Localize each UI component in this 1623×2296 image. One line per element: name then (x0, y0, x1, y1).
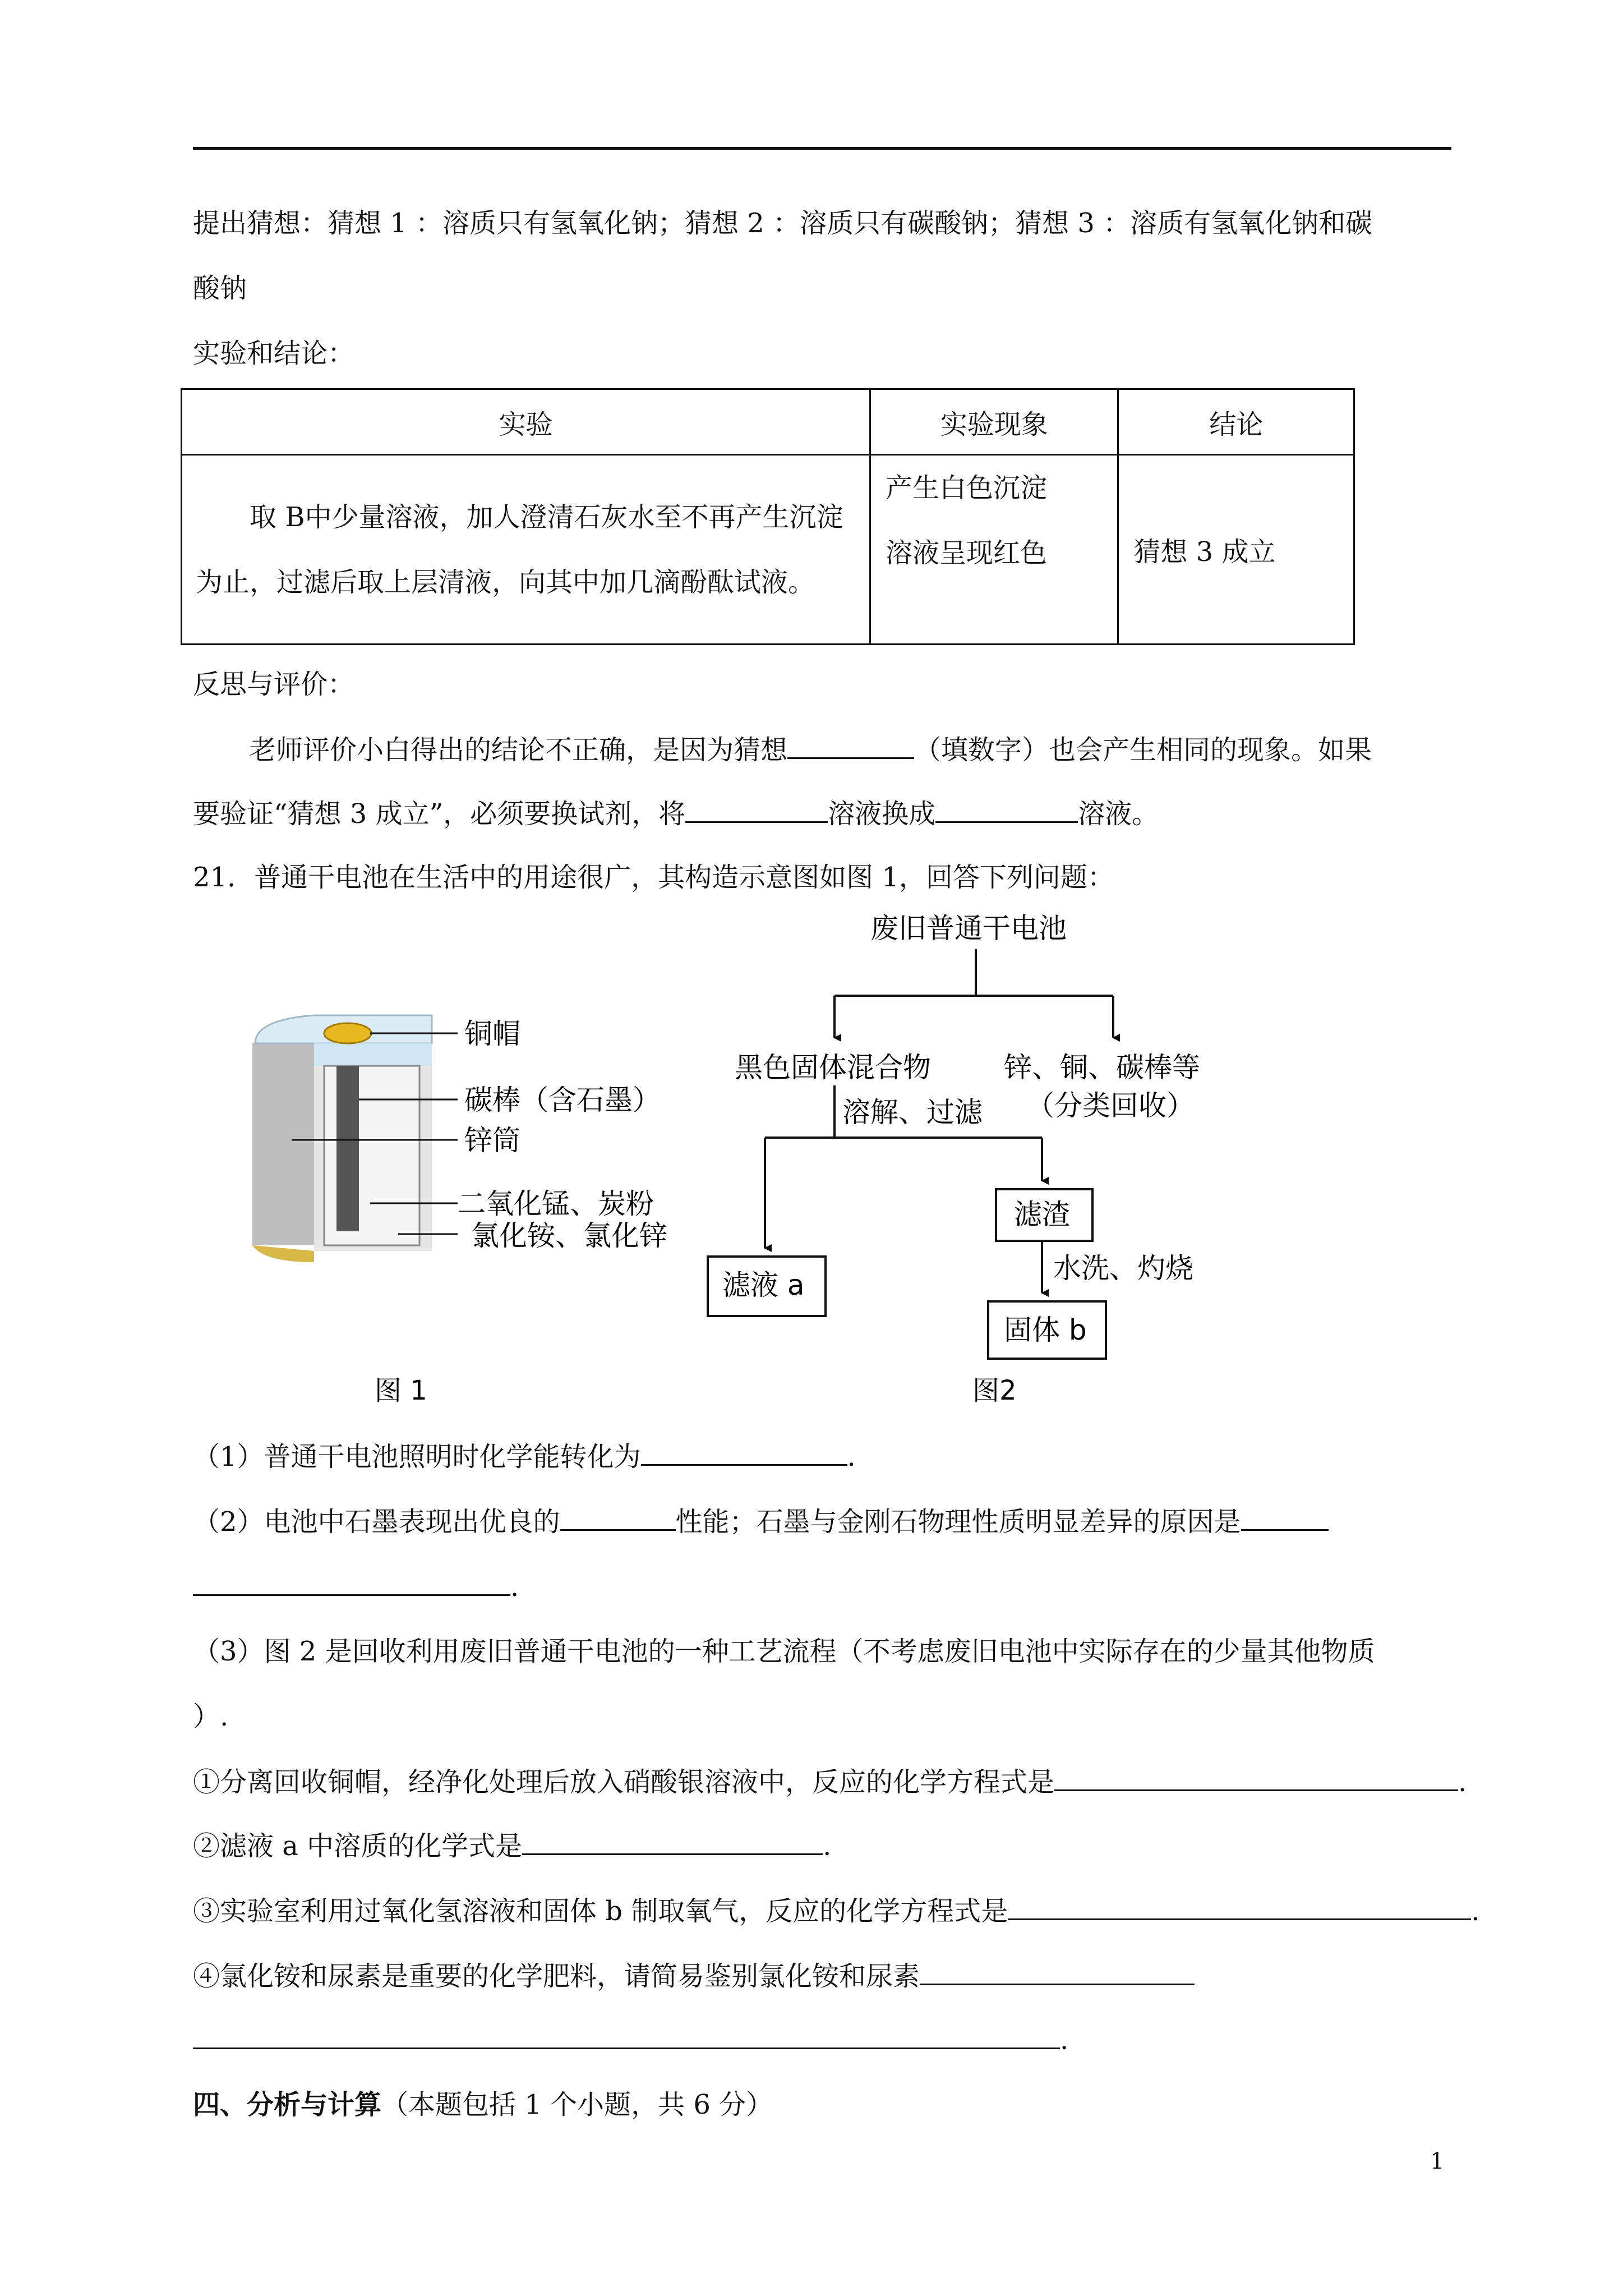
flow-top: 废旧普通干电池 (870, 912, 1067, 945)
q21-step-2 (193, 1829, 831, 1863)
answer-blank[interactable] (641, 1439, 847, 1466)
flow-step-wash: 水洗、灼烧 (1053, 1252, 1193, 1285)
reflection-text: （填数字）也会产生相同的现象。如果 (914, 734, 1372, 766)
answer-blank[interactable] (1054, 1765, 1458, 1791)
hypothesis-line-2: 酸钠 (193, 273, 247, 304)
reflection-text: 溶液。 (1078, 798, 1159, 830)
flow-filtrate: 滤液 a (722, 1269, 805, 1301)
q21-text: 性能；石墨与金刚石物理性质明显差异的原因是 (675, 1506, 1241, 1538)
q21-step-4 (193, 1959, 1195, 1993)
reflection-line-1 (249, 733, 1372, 767)
answer-blank[interactable] (1241, 1504, 1329, 1531)
answer-blank[interactable] (522, 1829, 823, 1855)
flow-black-solid: 黑色固体混合物 (735, 1051, 931, 1084)
q21-step-1 (193, 1765, 1467, 1799)
answer-blank[interactable] (920, 1959, 1195, 1985)
section-note: （本题包括 1 个小题，共 6 分） (381, 2089, 773, 2120)
q21-part-1 (193, 1439, 856, 1474)
q21-text: . (847, 1441, 856, 1473)
q21-text: （2）电池中石墨表现出优良的 (193, 1506, 560, 1538)
table-header-cell: 结论 (1118, 389, 1354, 455)
q21-text: ①分离回收铜帽，经净化处理后放入硝酸银溶液中，反应的化学方程式是 (193, 1766, 1055, 1798)
phenomenon-2: 溶液呈现红色 (885, 537, 1047, 569)
carbon-rod (336, 1066, 359, 1231)
section-title: 四、分析与计算 (193, 2089, 382, 2120)
header-rule (193, 147, 1451, 150)
table-header-cell: 实验 (182, 389, 870, 455)
q21-text: （1）普通干电池照明时化学能转化为 (193, 1441, 641, 1473)
label-mno2: 二氧化锰、炭粉 (458, 1188, 654, 1220)
section-4-heading (193, 2088, 773, 2122)
flow-metals: 锌、铜、碳棒等 (1004, 1051, 1200, 1084)
flow-solid: 固体 b (1004, 1314, 1087, 1346)
experiment-cell (182, 455, 870, 645)
reflection-heading: 反思与评价： (193, 669, 355, 700)
table-header-row (182, 389, 1354, 455)
battery-diagram (252, 1015, 667, 1406)
flowchart (708, 912, 1200, 1406)
answer-blank[interactable] (193, 2023, 1060, 2049)
flow-step-dissolve: 溶解、过滤 (842, 1096, 983, 1129)
question-21-intro: 21．普通干电池在生活中的用途很广，其构造示意图如图 1，回答下列问题： (193, 862, 1114, 893)
q21-part-3-line-2: ）. (193, 1701, 229, 1732)
experiment-heading: 实验和结论： (193, 338, 355, 369)
answer-blank[interactable] (1008, 1894, 1471, 1920)
experiment-table (181, 388, 1355, 645)
answer-blank[interactable] (787, 733, 914, 759)
figures (0, 875, 1623, 1425)
copper-cap (324, 1023, 371, 1043)
battery-bottom (252, 1245, 314, 1262)
flow-recycle: （分类回收） (1026, 1089, 1195, 1122)
q21-text: . (510, 1571, 519, 1603)
answer-blank[interactable] (685, 797, 828, 823)
conclusion-cell: 猜想 3 成立 (1118, 455, 1354, 645)
label-nh4cl: 氯化铵、氯化锌 (471, 1220, 667, 1252)
q21-text: . (1471, 1895, 1480, 1927)
label-zinc-can: 锌筒 (464, 1124, 520, 1157)
reflection-text: 老师评价小白得出的结论不正确，是因为猜想 (249, 734, 788, 766)
label-copper-cap: 铜帽 (464, 1018, 520, 1050)
q21-text: ③实验室利用过氧化氢溶液和固体 b 制取氧气，反应的化学方程式是 (193, 1895, 1008, 1927)
answer-blank[interactable] (935, 797, 1078, 823)
page-number: 1 (1430, 2148, 1445, 2174)
table-header-cell: 实验现象 (870, 389, 1118, 455)
q21-text: ④氯化铵和尿素是重要的化学肥料，请简易鉴别氯化铵和尿素 (193, 1961, 920, 1992)
q21-text: ②滤液 a 中溶质的化学式是 (193, 1830, 523, 1862)
reflection-text: 要验证“猜想 3 成立”，必须要换试剂，将 (193, 798, 686, 830)
reflection-text: 溶液换成 (828, 798, 936, 830)
flow-residue: 滤渣 (1014, 1198, 1070, 1231)
phenomenon-1: 产生白色沉淀 (885, 472, 1047, 504)
answer-blank[interactable] (560, 1504, 676, 1531)
hypothesis-line-1: 提出猜想：猜想 1 ：溶质只有氢氧化钠；猜想 2 ：溶质只有碳酸钠；猜想 3 ：溶质有氢氧化钠和碳 (193, 208, 1373, 239)
phenomenon-cell (870, 455, 1118, 645)
figure-1-caption: 图 1 (375, 1375, 427, 1406)
experiment-text: 取 B中少量溶液，加人澄清石灰水至不再产生沉淀为止，过滤后取上层清液，向其中加几滴酚酞试液。 (196, 501, 843, 598)
top-seal (314, 1043, 432, 1066)
reflection-line-2 (193, 797, 1159, 831)
q21-part-2 (193, 1504, 1329, 1539)
answer-blank[interactable] (193, 1570, 510, 1596)
label-carbon-rod: 碳棒（含石墨） (464, 1084, 661, 1116)
q21-text: . (1458, 1766, 1467, 1798)
q21-step-4-cont (193, 2023, 1068, 2057)
q21-part-2-cont (193, 1570, 519, 1604)
q21-text: . (1060, 2024, 1069, 2056)
q21-step-3 (193, 1894, 1480, 1928)
q21-text: . (823, 1830, 832, 1862)
table-row (182, 455, 1354, 645)
q21-part-3-line-1: （3）图 2 是回收利用废旧普通干电池的一种工艺流程（不考虑废旧电池中实际存在的少量其他物质 (193, 1636, 1375, 1667)
figure-2-caption: 图2 (972, 1375, 1017, 1406)
